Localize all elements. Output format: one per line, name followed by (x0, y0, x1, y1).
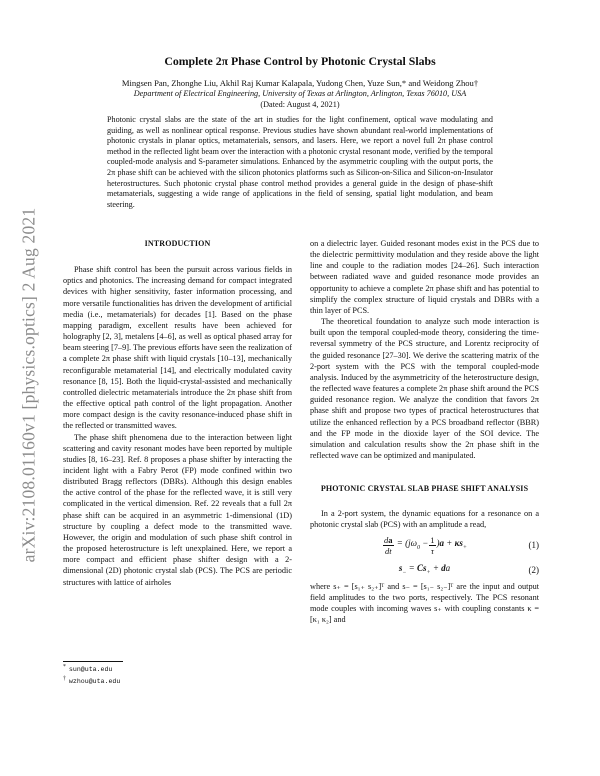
footnote-1 (63, 663, 292, 675)
intro-paragraph-2: The phase shift phenomena due to the interaction between light scattering and cavity resonant modes have been reported by multiple studies [8, 16–23]. Ref. 8 proposes a phase shifter by interacting the incident light with a Fabry Perot (FP) mode confined within two distributed Bragg reflectors (DBRs). Although this design enables the active control of the phase for the reflected wave, it is still very complicated in the vertical dimension. Ref. 22 reveals that a full 2π phase shift can be acquired in an asymmetric 1-dimensional (1D) structure by coupling a defect mode to the transmitted wave. However, the origin and modulation of such phase shift control in the proposed heterostructure is left unexplained. Here, we report a more compact and efficient phase shifter design with a 2-dimensional (2D) photonic crystal slab (PCS). The PCS are periodic structures with lattice of airholes (63, 432, 292, 587)
intro-paragraph-2-cont: on a dielectric layer. Guided resonant modes exist in the PCS due to the dielectric permittivity modulation and they reside above the light line and couple to the radiation modes [24–26]. Such interaction between radiated wave and guided resonance mode provides an opportunity to achieve a complete 2π phase shift and has potential to simplify the complex structure of liquid crystals and DBRs with a thin layer of PCS. (310, 239, 539, 315)
footnote-2 (63, 675, 292, 687)
abstract: Photonic crystal slabs are the state of the art in studies for the light confinement, optical wave modulating and guiding, as well as nonlinear optical response. Previous studies have shown abundant real-world implementations of photonic crystals in planar optics, metamaterials, sensors, and lasers. Here, we report a novel full 2π phase control method in the reflected light beam over the interaction with a photonic crystal resonant mode, verified by the temporal coupled-mode analysis and S-parameter simulations. Enhanced by the asymmetric coupling with the output ports, the 2π phase shift can be achieved with the silicon photonics platforms such as Silicon-on-Silica and Silicon-on-Insulator heterostructures. Such photonic crystal phase control method provides a general guide in the design of phase-shift metamaterials, suggesting a wide range of applications in the field of sensing, spatial light modulation, and beam steering. (107, 115, 493, 209)
right-column (310, 238, 539, 625)
equation-1: $\frac{da}{dt}$ = ($j\omega_0$ − $\frac{1}{\tau}$ )$a + \kappa s_+$ (1) (384, 535, 539, 557)
intro-paragraph-1: Phase shift control has been the pursuit across various fields in optics and photonics. The increasing demand for compact integrated devices with higher sensitivity, faster information processing, and more versatile functionalities has driven the development of artificial media (i.e., metamaterials) for decades [1]. Based on the phase mapping paradigm, excellent results have been achieved for holography [2, 3], metalens [4–6], as well as optical phased array for beam steering [7–9]. The previous efforts have seen the realization of a complete 2π phase shift with liquid crystals [10–13], mechanically reconfigurable metamaterial [14], and electrically modulated cavity resonance [8, 15]. Both the liquid-crystal-assisted and mechanically controlled dielectric metamaterials introduce the 2π phase shift from the effective optical path control of the light propagation. Another more compact design is the cavity resonance-induced phase shift in the reflected or transmitted waves. (63, 265, 293, 431)
paper-title: Complete 2π Phase Control by Photonic Crystal Slabs (164, 54, 436, 68)
equation-2-number: (2) (528, 565, 539, 576)
equation-1-number: (1) (528, 540, 539, 551)
left-column (63, 238, 292, 588)
author-list: Mingsen Pan, Zhonghe Liu, Akhil Raj Kumar Kalapala, Yudong Chen, Yuze Sun,* and Weidong Zhou† (121, 78, 479, 88)
arxiv-stamp (18, 150, 40, 620)
footnotes (63, 663, 292, 686)
footnote-2-mark: † (63, 675, 66, 682)
footnote-1-email: sun@uta.edu (68, 666, 113, 674)
footnote-1-mark: * (63, 664, 66, 670)
pcs-paragraph-1: In a 2-port system, the dynamic equations for a resonance on a photonic crystal slab (PCS) with an amplitude a read, (310, 509, 539, 530)
pcs-heading: PHOTONIC CRYSTAL SLAB PHASE SHIFT ANALYSIS (320, 484, 529, 494)
equation-2: $s_- = Cs_+$ + da (2) (398, 562, 539, 576)
date-line: (Dated: August 4, 2021) (260, 100, 340, 109)
intro-paragraph-3: The theoretical foundation to analyze such mode interaction is built upon the temporal coupled-mode theory, considering the time-reversal symmetry of the PCS structure, and Lorentz reciprocity of the guided resonance [27–30]. We derive the scattering matrix of the 2-port system with the PCS with the temporal coupled-mode analysis. Induced by the asymmetricity of the heterostructure design, the reflected wave features a complete 2π phase shift around the PCS guided resonance region. We analyze the condition that favors 2π phase shift and propose two types of practical heterostructures that utilize the enhanced reflection by a PCS broadband reflector (BBR) and the FP mode in the dioxide layer of the SOI device. The simulation and calculation results show the 2π phase shift in the reflected wave can be optimized and manipulated. (310, 317, 539, 460)
pcs-paragraph-2: where s₊ = [s₁₊ s₂₊]ᵀ and s₋ = [s₁₋ s₂₋]ᵀ are the input and output field amplitudes to the two ports, respectively. The PCS resonant mode couples with incoming waves s₊ with coupling constants κ = [κ₁ κ₂] and (310, 581, 539, 625)
footnote-rule (63, 661, 123, 662)
footnote-2-email: wzhou@uta.edu (68, 677, 121, 685)
intro-heading: INTRODUCTION (144, 239, 211, 248)
arxiv-id: arXiv:2108.01160v1 [physics.optics] 2 Aug 2021 (18, 207, 39, 563)
affiliation: Department of Electrical Engineering, University of Texas at Arlington, Arlington, Texas 76010, USA (133, 89, 467, 98)
